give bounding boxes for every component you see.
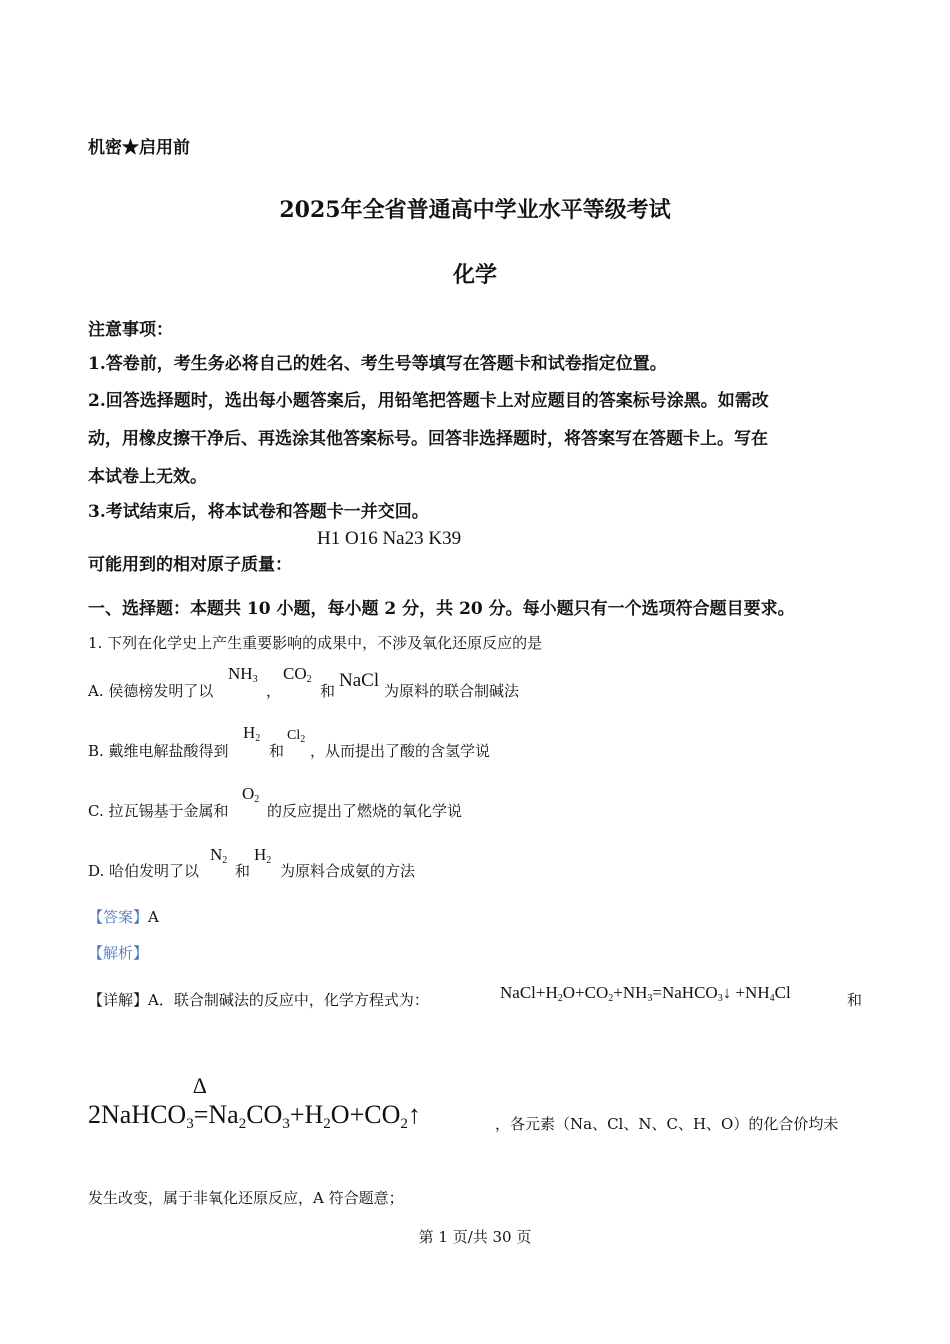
option-a-comma: ， bbox=[266, 682, 282, 700]
secret-mark: 机密★启用前 bbox=[88, 138, 190, 158]
notice-item-1: 1.答卷前，考生务必将自己的姓名、考生号等填写在答题卡和试卷指定位置。 bbox=[88, 354, 667, 374]
detail-text: 【详解】A．联合制碱法的反应中，化学方程式为： bbox=[88, 991, 429, 1009]
option-d-text: D. 哈伯发明了以 bbox=[88, 862, 200, 880]
notice-item-3: 3.考试结束后，将本试卷和答题卡一并交回。 bbox=[88, 502, 429, 522]
notice-heading: 注意事项： bbox=[88, 320, 173, 340]
option-b-formula-h2: $H_2$ bbox=[243, 723, 261, 744]
detail-conclusion: 发生改变，属于非氧化还原反应，A 符合题意； bbox=[88, 1189, 404, 1207]
option-d-text-end: 为原料合成氨的方法 bbox=[280, 862, 416, 880]
equation-2: 2NaHCO3 Δ =Na2CO3+H2O+CO2↑ bbox=[88, 1073, 421, 1132]
option-a-formula-nacl: NaCl bbox=[339, 670, 380, 691]
question-1-stem: 1. 下列在化学史上产生重要影响的成果中，不涉及氧化还原反应的是 bbox=[88, 634, 543, 652]
option-d-formula-n2: $N_2$ bbox=[210, 845, 228, 866]
notice-item-2-line-1: 2.回答选择题时，选出每小题答案后，用铅笔把答题卡上对应题目的答案标号涂黑。如需改 bbox=[88, 391, 769, 411]
notice-item-2-line-3: 本试卷上无效。 bbox=[88, 467, 207, 487]
atomic-masses-label: 可能用到的相对原子质量： bbox=[88, 555, 292, 575]
answer-value: A bbox=[148, 908, 159, 926]
option-d-formula-h2: $H_2$ bbox=[254, 845, 272, 866]
detail-and: 和 bbox=[847, 991, 863, 1009]
delta-symbol: Δ bbox=[192, 1073, 207, 1098]
exam-subject: 化学 bbox=[452, 262, 497, 288]
option-a-formula-nh3: $NH_3$ bbox=[228, 664, 258, 685]
section-1-heading: 一、选择题：本题共 10 小题，每小题 2 分，共 20 分。每小题只有一个选项符合题目要求。 bbox=[88, 599, 795, 619]
option-c-text-end: 的反应提出了燃烧的氧化学说 bbox=[267, 802, 463, 820]
detail-after-equation-2: ，各元素（Na、Cl、N、C、H、O）的化合价均未 bbox=[495, 1115, 839, 1133]
option-b-text-end: ，从而提出了酸的含氢学说 bbox=[310, 742, 491, 760]
option-a-and: 和 bbox=[320, 682, 336, 700]
exam-title: 2025年全省普通高中学业水平等级考试 bbox=[279, 197, 671, 223]
option-a-text-end: 为原料的联合制碱法 bbox=[384, 682, 520, 700]
answer-line bbox=[88, 906, 159, 927]
equation-1: $NaCl+H_2O+CO_2+NH_3=NaHCO_3↓ +NH_4Cl$ bbox=[500, 983, 791, 1004]
option-c-formula-o2: $O_2$ bbox=[242, 784, 260, 805]
notice-item-2-line-2: 动，用橡皮擦干净后、再选涂其他答案标号。回答非选择题时，将答案写在答题卡上。写在 bbox=[88, 429, 768, 449]
answer-label: 【答案】 bbox=[88, 908, 149, 926]
option-b-text: B. 戴维电解盐酸得到 bbox=[88, 742, 229, 760]
analysis-label: 【解析】 bbox=[88, 944, 149, 962]
atomic-masses-values: H1 O16 Na23 K39 bbox=[317, 528, 462, 549]
option-b-formula-cl2: $Cl_2$ bbox=[287, 728, 306, 745]
option-c-text: C. 拉瓦锡基于金属和 bbox=[88, 802, 229, 820]
option-a-formula-co2: $CO_2$ bbox=[283, 664, 312, 685]
option-b-and: 和 bbox=[269, 742, 285, 760]
option-d-and: 和 bbox=[235, 862, 251, 880]
page-number: 第 1 页/共 30 页 bbox=[418, 1228, 532, 1246]
option-a-text: A. 侯德榜发明了以 bbox=[88, 682, 214, 700]
